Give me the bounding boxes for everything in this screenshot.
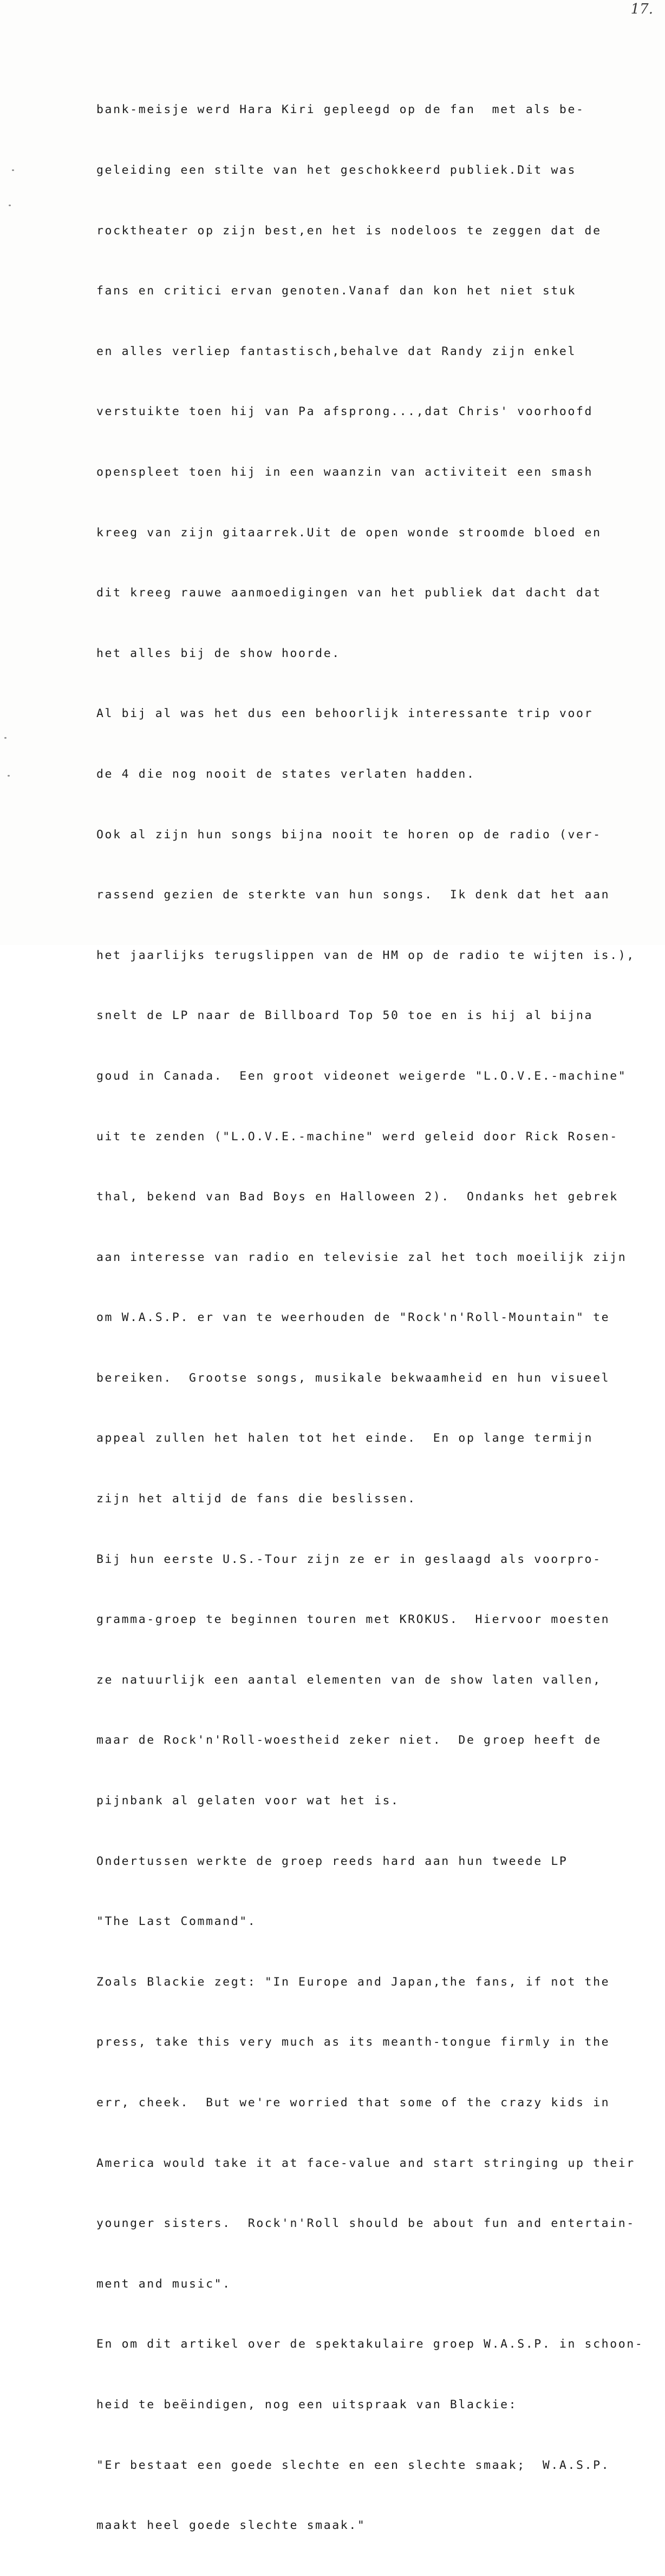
text-line: En om dit artikel over de spektakulaire groep W.A.S.P. in schoon- bbox=[96, 2337, 644, 2351]
text-line: rocktheater op zijn best,en het is nodeloos te zeggen dat de bbox=[96, 224, 602, 238]
text-line: bank-meisje werd Hara Kiri gepleegd op de fan met als be- bbox=[96, 103, 585, 117]
text-line: heid te beëindigen, nog een uitspraak van Blackie: bbox=[96, 2397, 518, 2411]
text-line: het jaarlijks terugslippen van de HM op de radio te wijten is.), bbox=[96, 948, 635, 962]
article-body bbox=[96, 60, 644, 2576]
text-line: geleiding een stilte van het geschokkeerd publiek.Dit was bbox=[96, 163, 577, 177]
text-line: openspleet toen hij in een waanzin van activiteit een smash bbox=[96, 465, 594, 479]
paper-speck bbox=[12, 169, 14, 171]
text-line: kreeg van zijn gitaarrek.Uit de open wonde stroomde bloed en bbox=[96, 525, 602, 540]
text-line: Bij hun eerste U.S.-Tour zijn ze er in geslaagd als voorpro- bbox=[96, 1552, 602, 1566]
text-line: err, cheek. But we're worried that some of the crazy kids in bbox=[96, 2096, 610, 2110]
text-line: zijn het altijd de fans die beslissen. bbox=[96, 1492, 416, 1506]
text-line: Ook al zijn hun songs bijna nooit te horen op de radio (ver- bbox=[96, 827, 602, 842]
text-line: "The Last Command". bbox=[96, 1915, 257, 1929]
paper-speck bbox=[8, 775, 10, 777]
text-line: Ondertussen werkte de groep reeds hard aan hun tweede LP bbox=[96, 1854, 568, 1868]
paper-speck bbox=[4, 737, 6, 739]
text-line: Zoals Blackie zegt: "In Europe and Japan,the fans, if not the bbox=[96, 1975, 610, 1989]
text-line: thal, bekend van Bad Boys en Halloween 2). Ondanks het gebrek bbox=[96, 1190, 618, 1204]
text-line: snelt de LP naar de Billboard Top 50 toe en is hij al bijna bbox=[96, 1009, 594, 1023]
text-line: America would take it at face-value and start stringing up their bbox=[96, 2156, 635, 2170]
text-line: het alles bij de show hoorde. bbox=[96, 646, 341, 660]
text-line: ze natuurlijk een aantal elementen van de show laten vallen, bbox=[96, 1673, 602, 1687]
text-line: younger sisters. Rock'n'Roll should be about fun and entertain- bbox=[96, 2217, 635, 2231]
text-line: Al bij al was het dus een behoorlijk interessante trip voor bbox=[96, 707, 594, 721]
text-line: de 4 die nog nooit de states verlaten hadden. bbox=[96, 767, 475, 781]
text-line: maakt heel goede slechte smaak." bbox=[96, 2519, 366, 2533]
text-line: om W.A.S.P. er van te weerhouden de "Rock'n'Roll-Mountain" te bbox=[96, 1311, 610, 1325]
text-line: maar de Rock'n'Roll-woestheid zeker niet. De groep heeft de bbox=[96, 1733, 602, 1747]
text-line: ment and music". bbox=[96, 2277, 231, 2291]
text-line: uit te zenden ("L.O.V.E.-machine" werd geleid door Rick Rosen- bbox=[96, 1129, 618, 1144]
text-line: verstuikte toen hij van Pa afsprong...,dat Chris' voorhoofd bbox=[96, 405, 594, 419]
text-line: fans en critici ervan genoten.Vanaf dan kon het niet stuk bbox=[96, 284, 577, 298]
text-line: bereiken. Grootse songs, musikale bekwaamheid en hun visueel bbox=[96, 1371, 610, 1385]
text-line: pijnbank al gelaten voor wat het is. bbox=[96, 1794, 400, 1808]
text-line: dit kreeg rauwe aanmoedigingen van het publiek dat dacht dat bbox=[96, 586, 602, 600]
text-line: goud in Canada. Een groot videonet weigerde "L.O.V.E.-machine" bbox=[96, 1069, 627, 1083]
text-line: gramma-groep te beginnen touren met KROKUS. Hiervoor moesten bbox=[96, 1613, 610, 1627]
text-line: aan interesse van radio en televisie zal het toch moeilijk zijn bbox=[96, 1250, 627, 1264]
page-number: 17. bbox=[630, 1, 653, 17]
text-line: en alles verliep fantastisch,behalve dat Randy zijn enkel bbox=[96, 344, 577, 358]
text-line: "Er bestaat een goede slechte en een slechte smaak; W.A.S.P. bbox=[96, 2458, 610, 2472]
text-line: rassend gezien de sterkte van hun songs. Ik denk dat het aan bbox=[96, 888, 610, 902]
text-line: press, take this very much as its meanth-tongue firmly in the bbox=[96, 2035, 610, 2049]
paper-speck bbox=[9, 205, 11, 206]
text-line: appeal zullen het halen tot het einde. En op lange termijn bbox=[96, 1431, 594, 1445]
